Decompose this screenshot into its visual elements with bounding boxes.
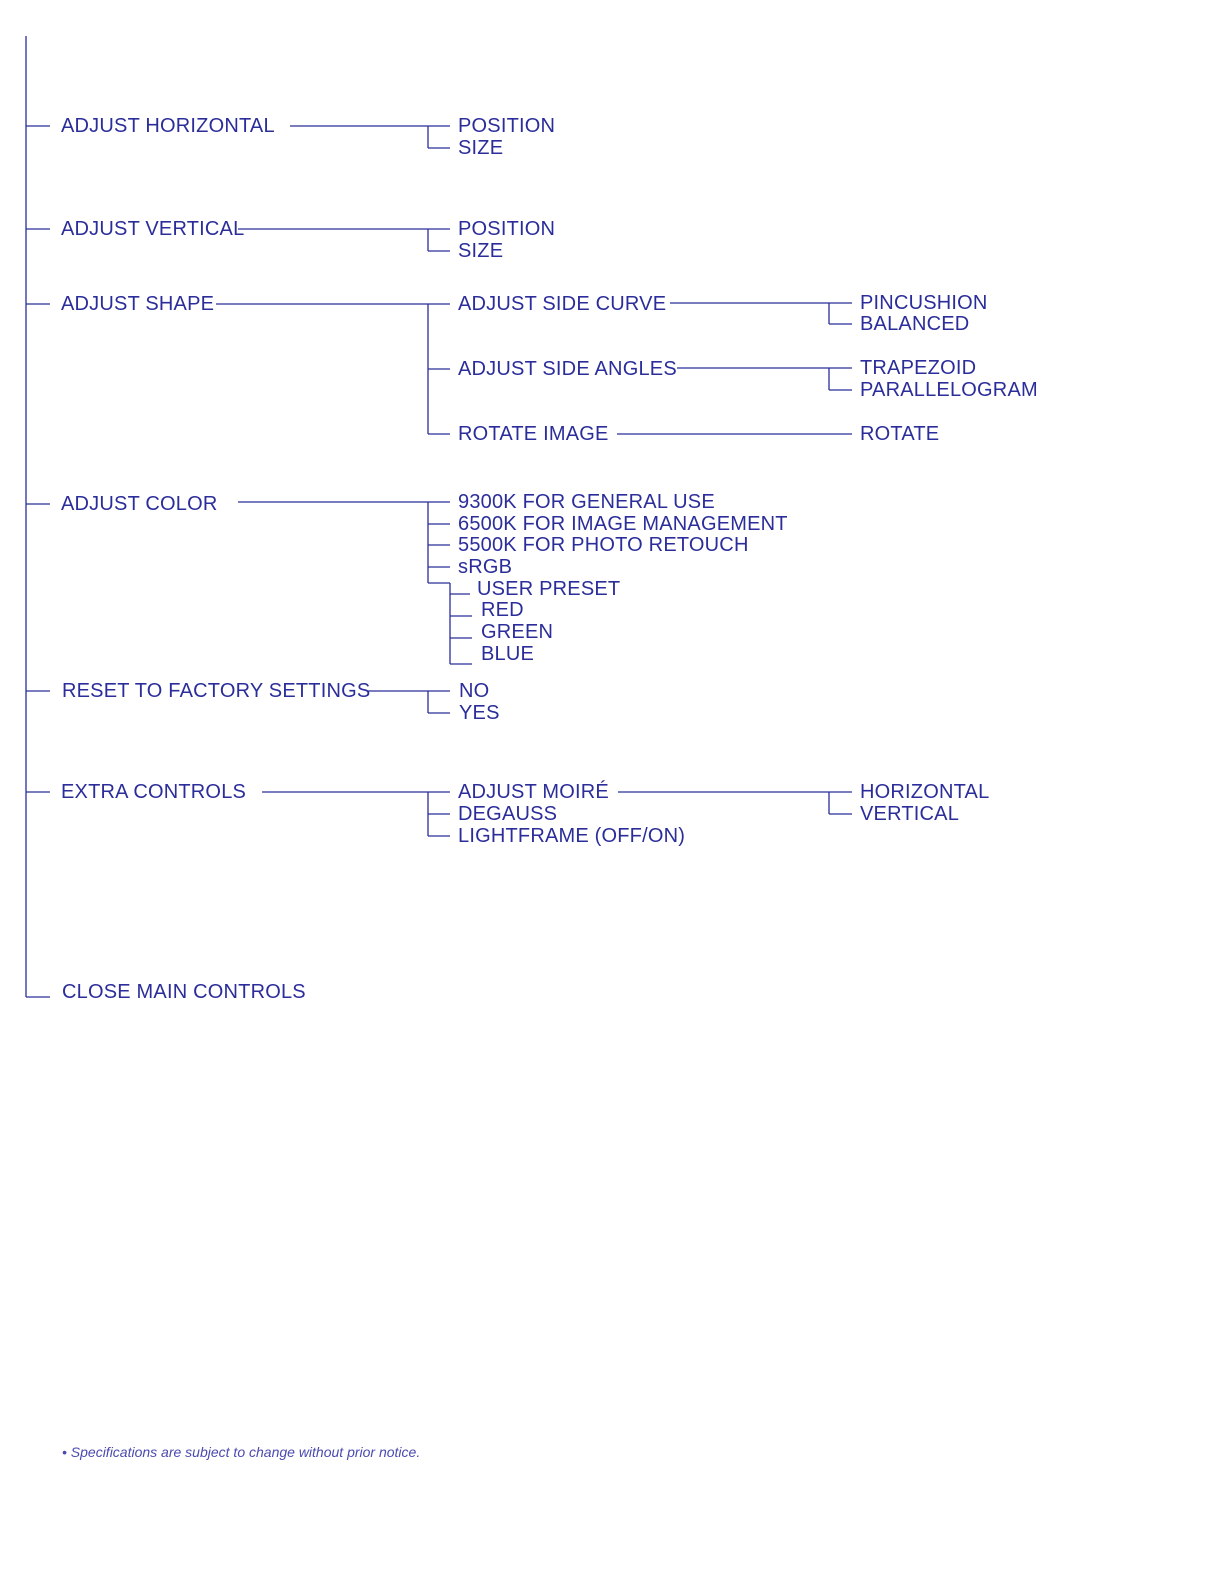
curve-balanced: BALANCED [860,313,970,335]
shape-side-angles: ADJUST SIDE ANGLES [458,358,677,380]
vertical-position: POSITION [458,218,556,240]
horizontal-size: SIZE [458,137,504,159]
footnote: • Specifications are subject to change without prior notice. [62,1444,421,1460]
color-user-preset: USER PRESET [477,578,621,600]
color-6500k: 6500K FOR IMAGE MANAGEMENT [458,513,788,535]
color-9300k: 9300K FOR GENERAL USE [458,491,715,513]
shape-side-curve: ADJUST SIDE CURVE [458,293,667,315]
extra-degauss: DEGAUSS [458,803,558,825]
moire-vertical: VERTICAL [860,803,960,825]
reset-yes: YES [459,702,500,724]
angles-trapezoid: TRAPEZOID [860,357,977,379]
angles-parallelogram: PARALLELOGRAM [860,379,1038,401]
shape-rotate-image: ROTATE IMAGE [458,423,609,445]
vertical-size: SIZE [458,240,504,262]
menu-reset-factory: RESET TO FACTORY SETTINGS [62,680,371,702]
extra-adjust-moire: ADJUST MOIRÉ [458,781,609,803]
reset-no: NO [459,680,490,702]
menu-adjust-horizontal: ADJUST HORIZONTAL [61,115,275,137]
menu-adjust-shape: ADJUST SHAPE [61,293,215,315]
horizontal-position: POSITION [458,115,556,137]
preset-blue: BLUE [481,643,535,665]
preset-red: RED [481,599,524,621]
moire-horizontal: HORIZONTAL [860,781,990,803]
color-srgb: sRGB [458,556,513,578]
rotate-rotate: ROTATE [860,423,940,445]
curve-pincushion: PINCUSHION [860,292,988,314]
preset-green: GREEN [481,621,554,643]
menu-adjust-color: ADJUST COLOR [61,493,218,515]
extra-lightframe: LIGHTFRAME (OFF/ON) [458,825,686,847]
menu-adjust-vertical: ADJUST VERTICAL [61,218,245,240]
menu-close-main-controls: CLOSE MAIN CONTROLS [62,981,306,1003]
color-5500k: 5500K FOR PHOTO RETOUCH [458,534,749,556]
menu-extra-controls: EXTRA CONTROLS [61,781,247,803]
